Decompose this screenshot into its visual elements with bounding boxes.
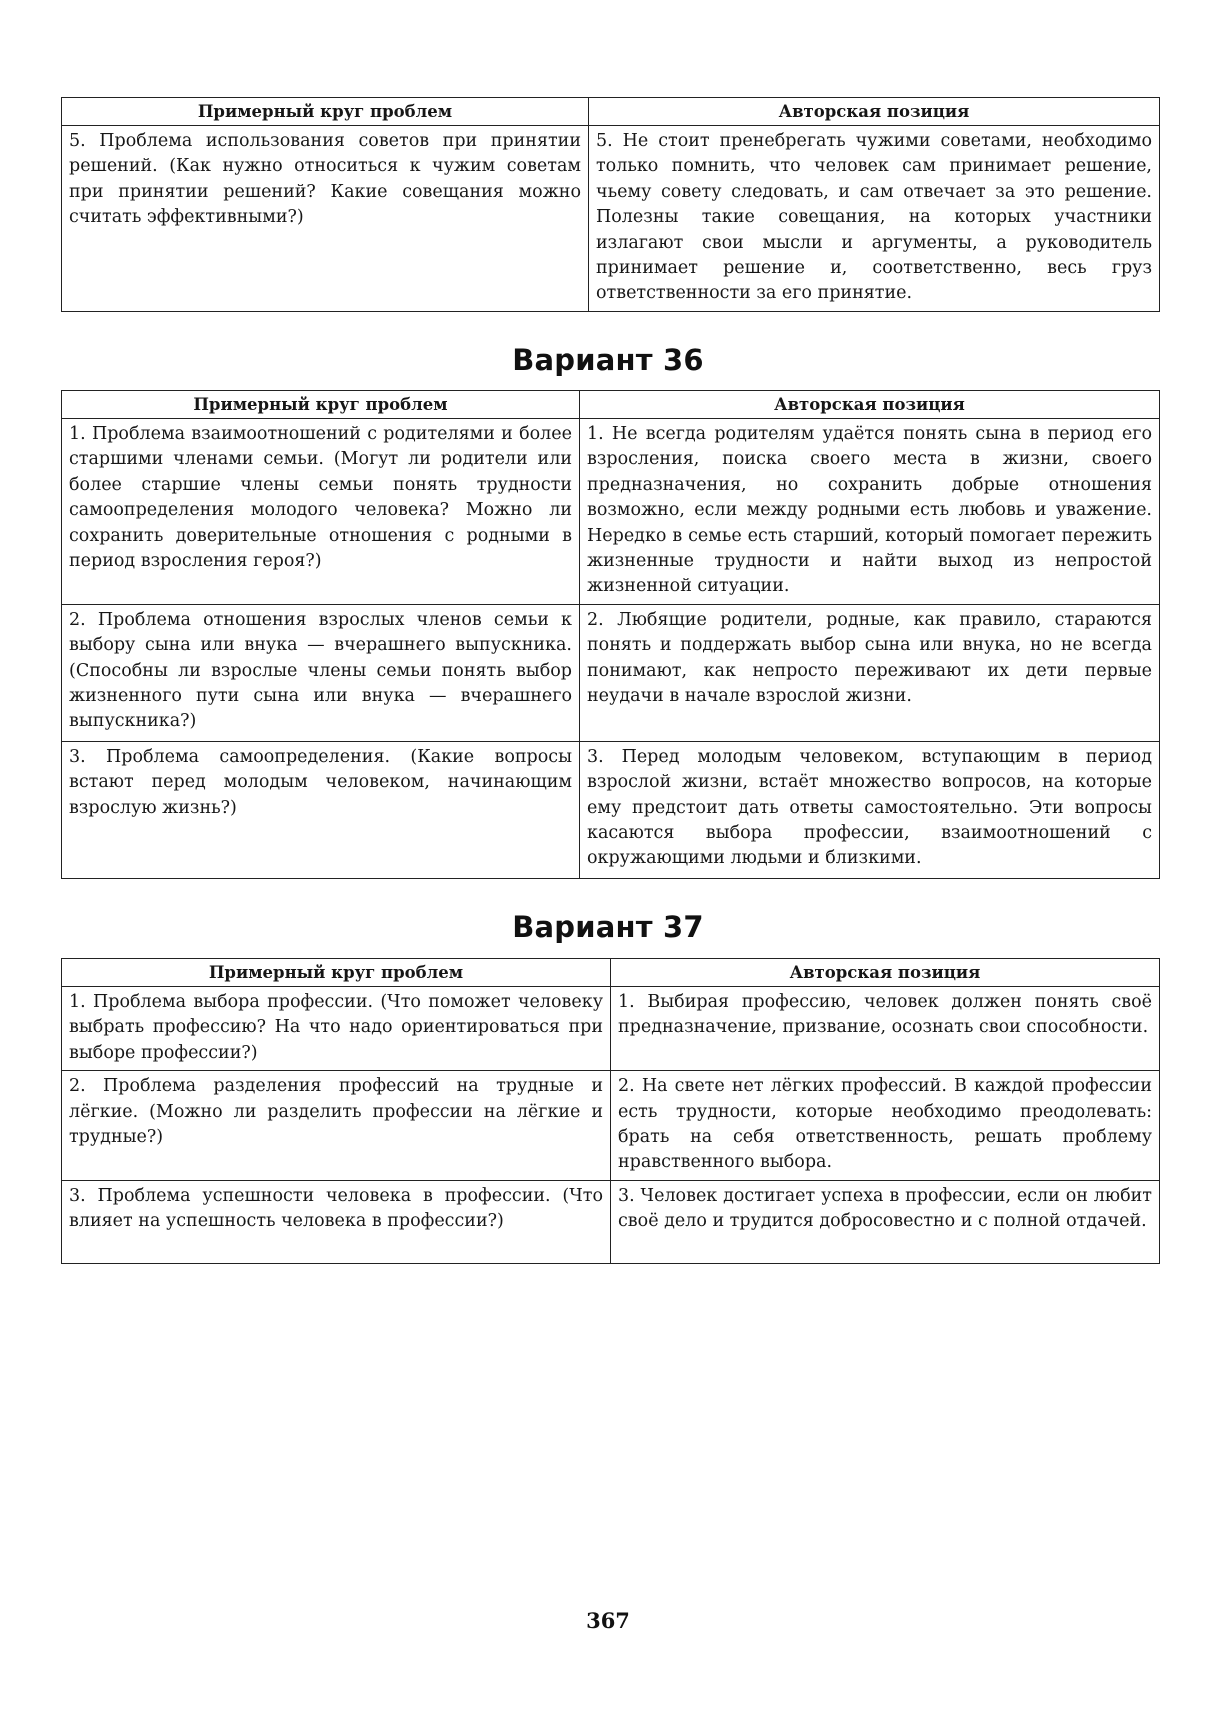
table-row [62,126,1160,312]
problem-text: 1. Проблема взаимоотношений с родителями и более старшими членами семьи. (Могут ли родители или более старшие члены семьи понять трудности самоопределения молодого человека? Можно ли сохранить доверительные отношения с родными в период взросления героя?) [69,424,572,572]
problem-text: 3. Проблема успешности человека в профессии. (Что влияет на успешность человека в профессии?) [69,1185,603,1232]
problem-cell [62,126,589,312]
table-row [62,987,1160,1071]
position-text: 2. На свете нет лёгких профессий. В каждой профессии есть трудности, которые необходимо преодолевать: брать на себя ответственность, решать проблему нравственного выбора. [618,1076,1152,1173]
table-top [61,97,1160,312]
position-cell [589,126,1160,312]
table-header-row [62,959,1160,987]
table-variant-36 [61,390,1160,879]
table-row [62,604,1160,741]
problem-text: 2. Проблема отношения взрослых членов семьи к выбору сына или внука — вчерашнего выпускника. (Способны ли взрослые члены семьи понять выбор жизненного пути сына или внука — вчерашнего выпускника?) [69,609,572,732]
header-author-position: Авторская позиция [589,98,1160,126]
position-text: 3. Перед молодым человеком, вступающим в период взрослой жизни, встаёт множество вопросов, на которые ему предстоит дать ответы самостоятельно. Эти вопросы касаются выбора профессии, взаимоотношений с окружающими людьми и близкими. [587,746,1152,869]
header-problems: Примерный круг проблем [62,98,589,126]
header-problems: Примерный круг проблем [62,959,611,987]
position-cell [580,419,1160,605]
position-cell [580,741,1160,878]
variant-37-title: Вариант 37 [512,910,704,944]
problem-cell [62,741,580,878]
header-problems: Примерный круг проблем [62,391,580,419]
table-row [62,419,1160,605]
position-cell [611,1071,1160,1181]
table-variant-37 [61,958,1160,1264]
page-number: 367 [586,1608,630,1633]
problem-text: 1. Проблема выбора профессии. (Что поможет человеку выбрать профессию? На что надо ориентироваться при выборе профессии?) [69,992,603,1063]
position-cell [611,987,1160,1071]
problem-text: 3. Проблема самоопределения. (Какие вопросы встают перед молодым человеком, начинающим взрослую жизнь?) [69,746,572,818]
position-text: 3. Человек достигает успеха в профессии, если он любит своё дело и трудится добросовестно и с полной отдачей. [618,1185,1152,1232]
table-row [62,1071,1160,1181]
header-author-position: Авторская позиция [611,959,1160,987]
table-row [62,741,1160,878]
problem-cell [62,604,580,741]
problem-cell [62,419,580,605]
problem-cell [62,1071,611,1181]
problem-cell [62,1180,611,1263]
position-text: 1. Не всегда родителям удаётся понять сына в период его взросления, поиска своего места в жизни, своего предназначения, но сохранить добрые отношения возможно, если между родными есть любовь и уважение. Нередко в семье есть старший, который помогает пережить жизненные трудности и найти выход из непростой жизненной ситуации. [587,424,1152,597]
table-header-row [62,98,1160,126]
position-text: 5. Не стоит пренебрегать чужими советами, необходимо только помнить, что человек сам принимает решение, чьему совету следовать, и сам отвечает за это решение. Полезны такие совещания, на которых участники излагают свои мысли и аргументы, а руководитель принимает решение и, соответственно, весь груз ответственности за его принятие. [596,131,1152,304]
table-row [62,1180,1160,1263]
position-cell [611,1180,1160,1263]
problem-cell [62,987,611,1071]
header-author-position: Авторская позиция [580,391,1160,419]
table-header-row [62,391,1160,419]
position-cell [580,604,1160,741]
position-text: 1. Выбирая профессию, человек должен понять своё предназначение, призвание, осознать свои способности. [618,992,1152,1038]
problem-text: 2. Проблема разделения профессий на трудные и лёгкие. (Можно ли разделить профессии на лёгкие и трудные?) [69,1076,603,1148]
variant-36-title: Вариант 36 [512,343,704,377]
problem-text: 5. Проблема использования советов при принятии решений. (Как нужно относиться к чужим советам при принятии решений? Какие совещания можно считать эффективными?) [69,131,581,228]
position-text: 2. Любящие родители, родные, как правило, стараются понять и поддержать выбор сына или внука, но не всегда понимают, как непросто переживают их дети первые неудачи в начале взрослой жизни. [587,609,1152,707]
